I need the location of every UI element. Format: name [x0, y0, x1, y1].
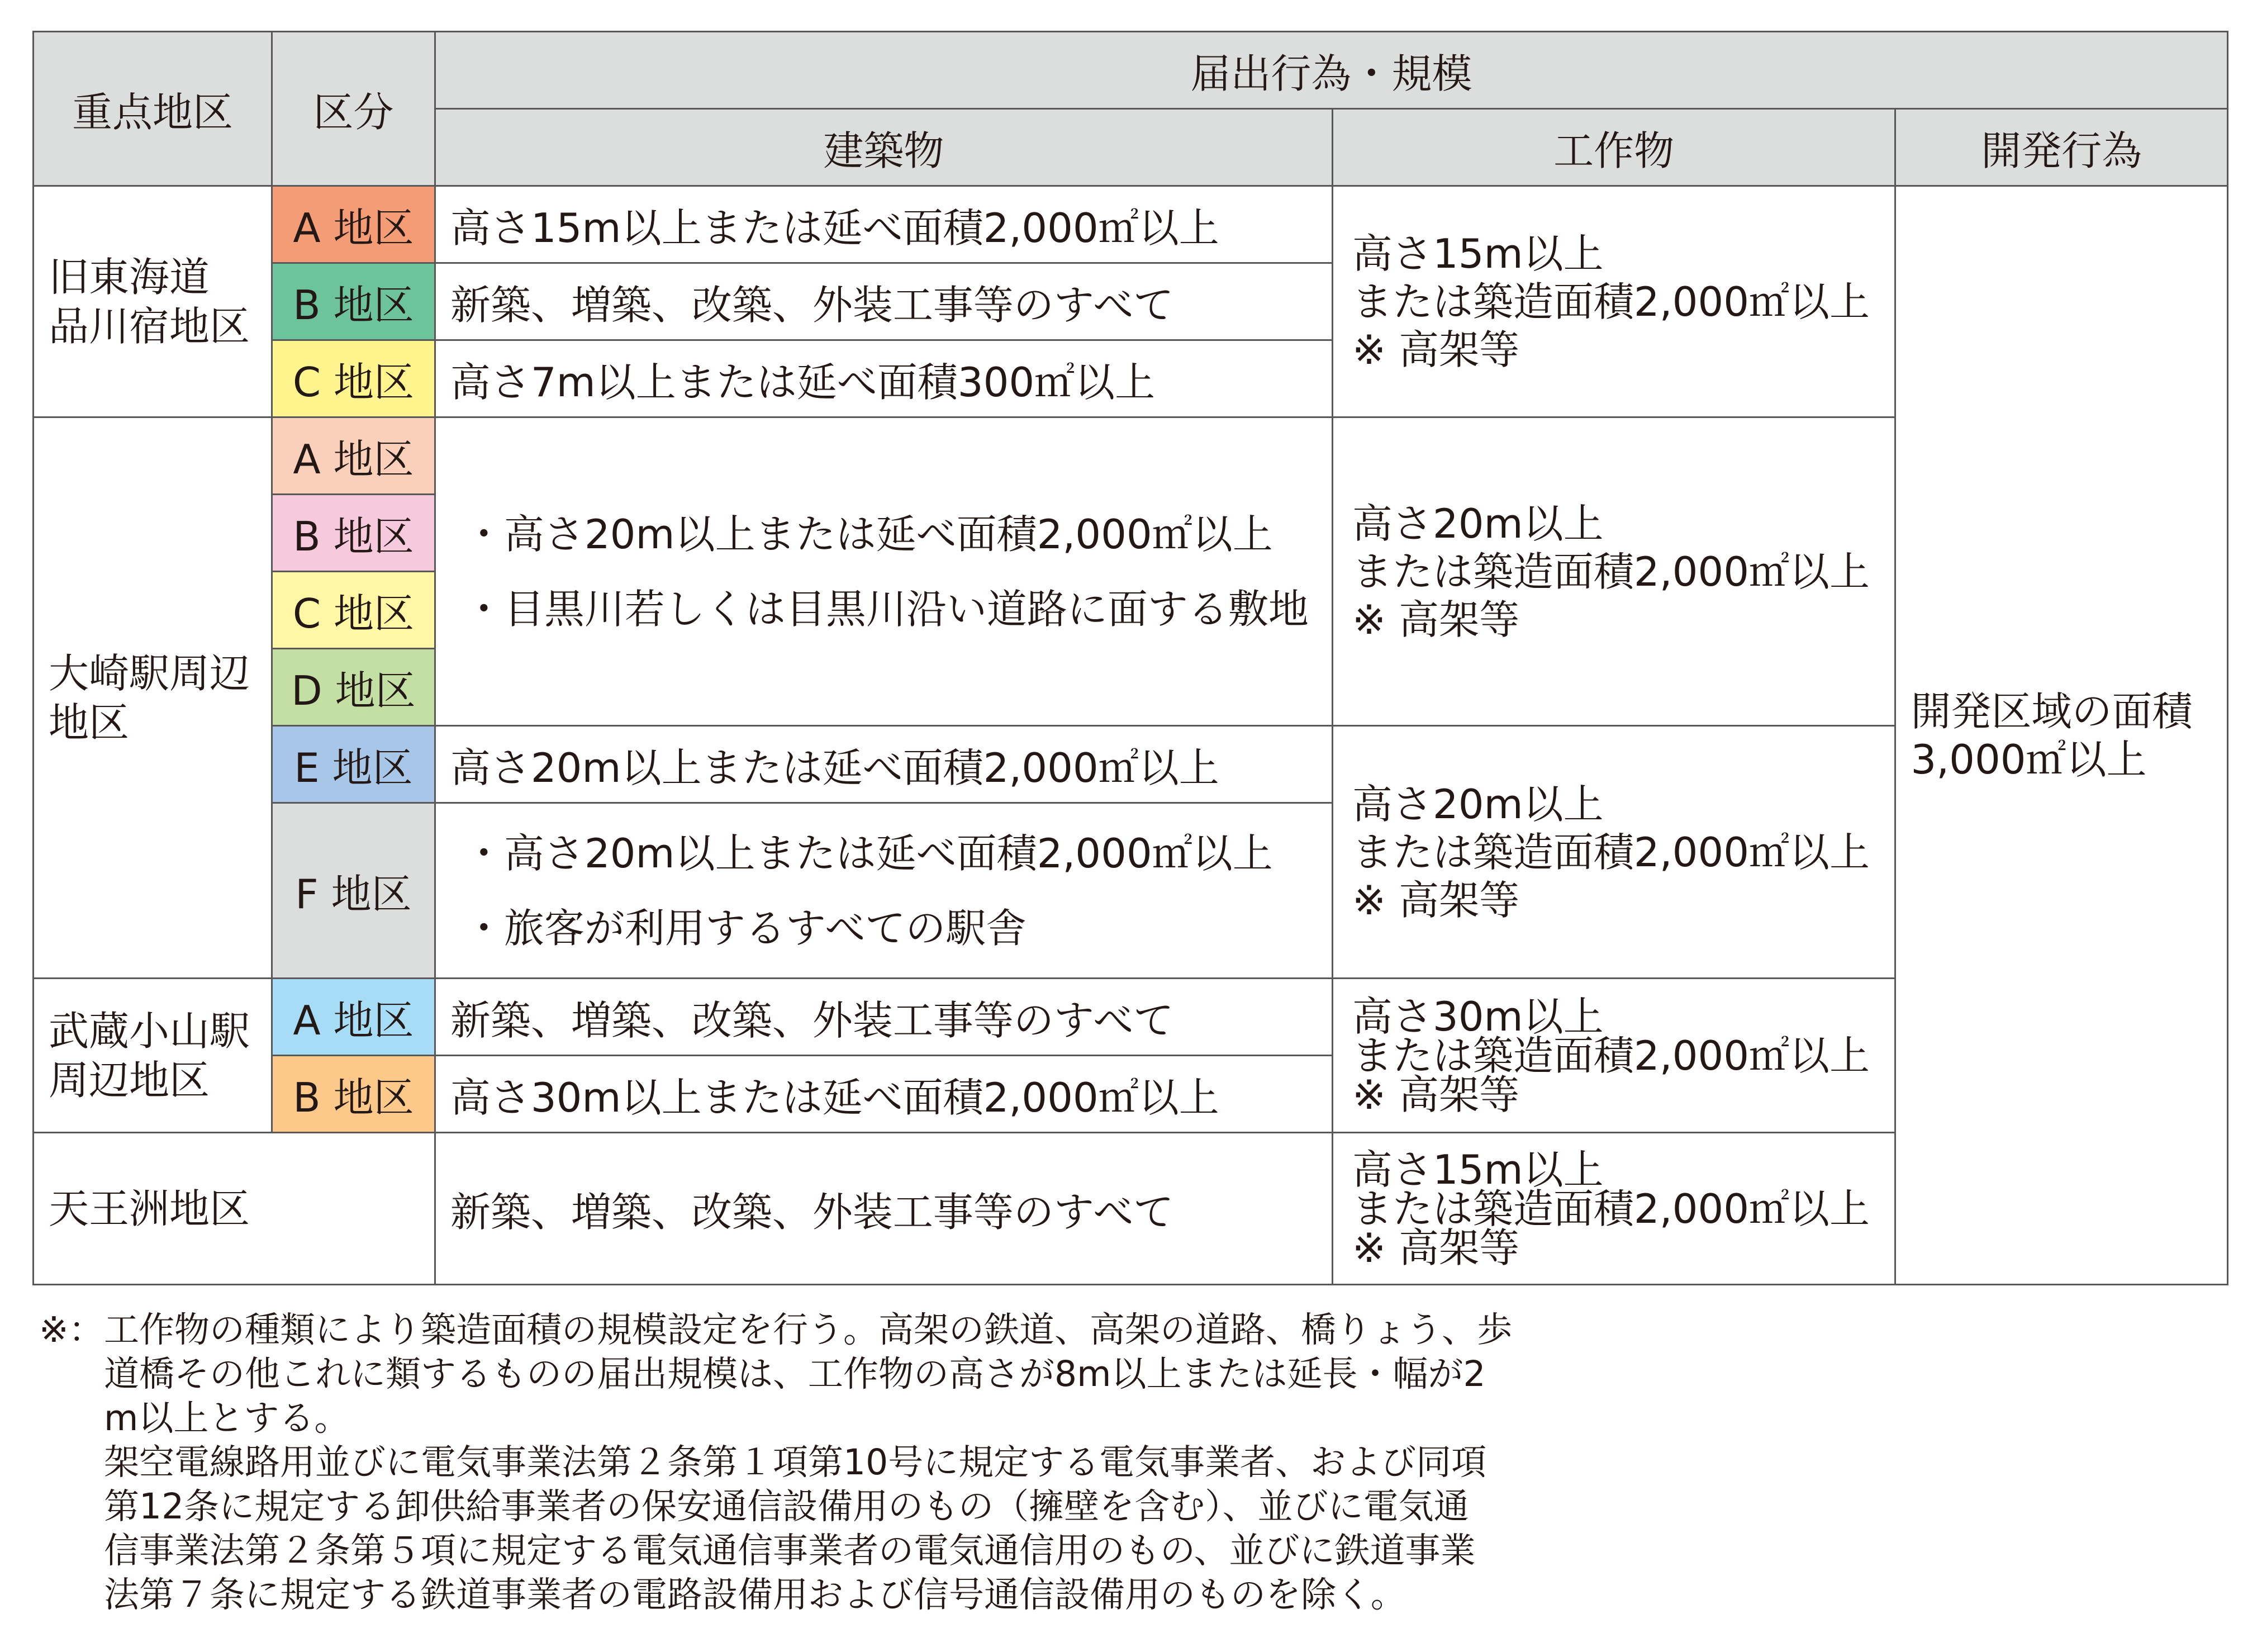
zone-musashikoyama	[34, 979, 272, 1133]
development-line2: 3,000㎡以上	[1911, 735, 2147, 783]
footnote-line: 道橋その他これに類するものの届出規模は、工作物の高さが8m以上または延長・幅が2	[104, 1354, 1486, 1394]
zone-musashikoyama-line1: 武蔵小山駅	[49, 1007, 250, 1055]
footnote-line: 信事業法第２条第５項に規定する電気通信事業者の電気通信用のもの、並びに鉄道事業	[104, 1530, 1476, 1571]
osaki-ef-structure-line1: 高さ20m以上	[1352, 780, 1604, 828]
tennozu-building: 新築、増築、改築、外装工事等のすべて	[435, 1133, 1332, 1285]
zone-tennozu: 天王洲地区	[34, 1133, 435, 1285]
osaki-abcd-building	[435, 417, 1332, 726]
zone-musashikoyama-line2: 周辺地区	[49, 1056, 210, 1104]
kyutokaido-structure-line2: または築造面積2,000㎡以上	[1352, 278, 1870, 325]
footnote-line: 法第７条に規定する鉄道事業者の電路設備用および信号通信設備用のものを除く。	[104, 1574, 1406, 1615]
musashikoyama-structure-line3: ※ 高架等	[1352, 1071, 1520, 1118]
musashikoyama-structure-line2: または築造面積2,000㎡以上	[1352, 1032, 1870, 1079]
osaki-e-building: 高さ20m以上または延べ面積2,000㎡以上	[435, 726, 1332, 803]
footnote-line: 第12条に規定する卸供給事業者の保安通信設備用のもの（擁壁を含む）、並びに電気通	[104, 1486, 1469, 1527]
kyutokaido-b-label: B 地区	[272, 263, 435, 340]
osaki-abcd-building-line1: ・高さ20m以上または延べ面積2,000㎡以上	[463, 510, 1273, 558]
footnote-line: m以上とする。	[104, 1398, 350, 1439]
zone-osaki	[34, 417, 272, 979]
musashikoyama-structure-line1: 高さ30m以上	[1352, 993, 1604, 1040]
footnote-line: 架空電線路用並びに電気事業法第２条第１項第10号に規定する電気事業者、および同項	[104, 1442, 1487, 1483]
footnote-mark: ※：	[39, 1309, 104, 1350]
header-structure: 工作物	[1332, 109, 1895, 186]
osaki-ef-structure-line2: または築造面積2,000㎡以上	[1352, 828, 1870, 876]
musashikoyama-b-building: 高さ30m以上または延べ面積2,000㎡以上	[435, 1056, 1332, 1133]
header-building: 建築物	[435, 109, 1332, 186]
musashikoyama-a-building: 新築、増築、改築、外装工事等のすべて	[435, 979, 1332, 1056]
tennozu-structure-line1: 高さ15m以上	[1352, 1146, 1604, 1193]
kyutokaido-b-building: 新築、増築、改築、外装工事等のすべて	[435, 263, 1332, 340]
osaki-f-label: F 地区	[272, 803, 435, 979]
osaki-abcd-building-line2: ・目黒川若しくは目黒川沿い道路に面する敷地	[463, 585, 1309, 633]
zone-osaki-line1: 大崎駅周辺	[49, 649, 250, 697]
header-division: 区分	[272, 32, 435, 186]
development-line1: 開発区域の面積	[1911, 687, 2193, 735]
osaki-a-label: A 地区	[272, 417, 435, 495]
footnote	[39, 1308, 1581, 1617]
osaki-d-label: D 地区	[272, 649, 435, 726]
zone-kyutokaido	[34, 186, 272, 417]
kyutokaido-a-building: 高さ15m以上または延べ面積2,000㎡以上	[435, 186, 1332, 263]
header-zone: 重点地区	[34, 32, 272, 186]
osaki-abcd-structure-line1: 高さ20m以上	[1352, 500, 1604, 547]
osaki-f-building	[435, 803, 1332, 979]
osaki-f-building-line2: ・旅客が利用するすべての駅舎	[463, 904, 1027, 952]
kyutokaido-c-building: 高さ7m以上または延べ面積300㎡以上	[435, 340, 1332, 417]
kyutokaido-a-label: A 地区	[272, 186, 435, 263]
zone-osaki-line2: 地区	[49, 699, 130, 746]
header-development: 開発行為	[1895, 109, 2228, 186]
osaki-abcd-structure-line2: または築造面積2,000㎡以上	[1352, 548, 1870, 595]
kyutokaido-structure	[1332, 186, 1895, 417]
kyutokaido-structure-line1: 高さ15m以上	[1352, 230, 1604, 277]
footnote-line: 工作物の種類により築造面積の規模設定を行う。高架の鉄道、高架の道路、橋りょう、歩	[104, 1309, 1512, 1350]
osaki-b-label: B 地区	[272, 495, 435, 572]
osaki-abcd-structure	[1332, 417, 1895, 726]
notification-table	[32, 31, 2228, 1285]
osaki-ef-structure-line3: ※ 高架等	[1352, 876, 1520, 924]
tennozu-structure	[1332, 1133, 1895, 1285]
osaki-ef-structure	[1332, 726, 1895, 979]
development-cell	[1895, 186, 2228, 1285]
musashikoyama-a-label: A 地区	[272, 979, 435, 1056]
zone-kyutokaido-line1: 旧東海道	[49, 253, 210, 301]
header-scope: 届出行為・規模	[435, 32, 2227, 109]
osaki-c-label: C 地区	[272, 572, 435, 649]
kyutokaido-c-label: C 地区	[272, 340, 435, 417]
musashikoyama-b-label: B 地区	[272, 1056, 435, 1133]
kyutokaido-structure-line3: ※ 高架等	[1352, 326, 1520, 373]
tennozu-structure-line3: ※ 高架等	[1352, 1224, 1520, 1271]
musashikoyama-structure	[1332, 979, 1895, 1133]
tennozu-structure-line2: または築造面積2,000㎡以上	[1352, 1185, 1870, 1232]
zone-kyutokaido-line2: 品川宿地区	[49, 302, 250, 350]
osaki-f-building-line1: ・高さ20m以上または延べ面積2,000㎡以上	[463, 829, 1273, 877]
osaki-abcd-structure-line3: ※ 高架等	[1352, 596, 1520, 643]
osaki-e-label: E 地区	[272, 726, 435, 803]
